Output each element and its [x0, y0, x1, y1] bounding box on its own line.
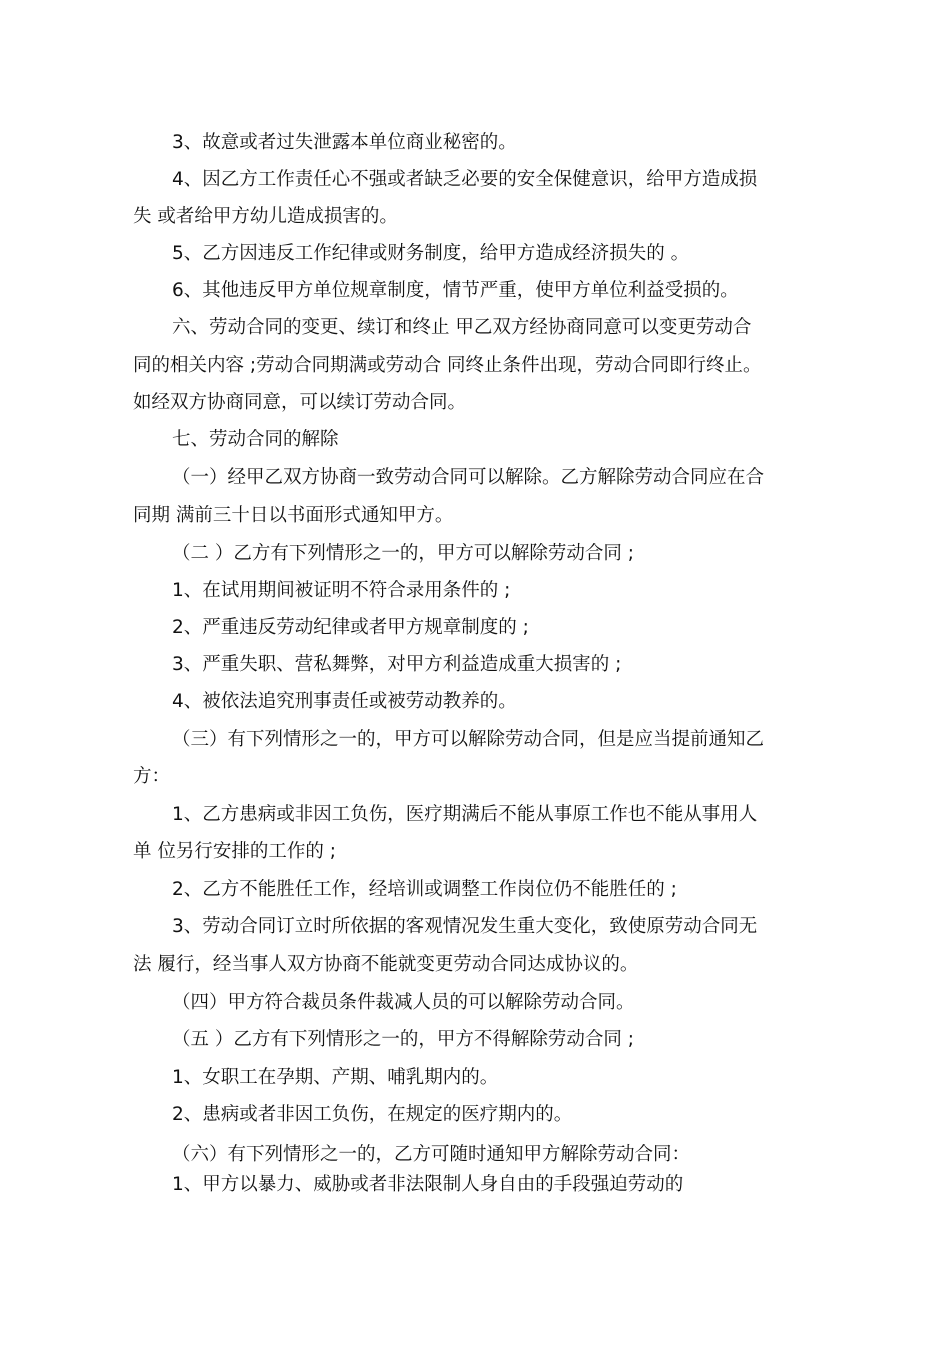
text-line: 方：	[133, 766, 171, 787]
list-item: 3、严重失职、营私舞弊，对甲方利益造成重大损害的 ;	[172, 654, 622, 675]
text-line: 6、其他违反甲方单位规章制度，情节严重，使甲方单位利益受损的。	[172, 280, 739, 301]
text-line: （六）有下列情形之一的，乙方可随时通知甲方解除劳动合同：	[172, 1144, 691, 1165]
list-item: 4、被依法追究刑事责任或被劳动教养的。	[172, 691, 517, 712]
text-line: 六、劳动合同的变更、续订和终止 甲乙双方经协商同意可以变更劳动合	[172, 317, 752, 338]
text-line: （四）甲方符合裁员条件裁减人员的可以解除劳动合同。	[172, 992, 635, 1013]
text-line: 4、因乙方工作责任心不强或者缺乏必要的安全保健意识，给甲方造成损	[172, 169, 758, 190]
list-item: 2、严重违反劳动纪律或者甲方规章制度的 ;	[172, 617, 529, 638]
text-line: 同的相关内容 ;劳动合同期满或劳动合 同终止条件出现，劳动合同即行终止。	[133, 355, 762, 376]
list-item: 2、乙方不能胜任工作，经培训或调整工作岗位仍不能胜任的 ;	[172, 879, 677, 900]
list-item: 3、劳动合同订立时所依据的客观情况发生重大变化，致使原劳动合同无	[172, 916, 758, 937]
list-item: 1、乙方患病或非因工负伤，医疗期满后不能从事原工作也不能从事用人	[172, 804, 758, 825]
text-line: 如经双方协商同意，可以续订劳动合同。	[133, 392, 467, 413]
text-line: 5、乙方因违反工作纪律或财务制度，给甲方造成经济损失的 。	[172, 243, 690, 264]
list-item: 2、患病或者非因工负伤，在规定的医疗期内的。	[172, 1104, 573, 1125]
text-line: 同期 满前三十日以书面形式通知甲方。	[133, 505, 454, 526]
text-line: （五 ）乙方有下列情形之一的，甲方不得解除劳动合同 ;	[172, 1029, 634, 1050]
list-item: 1、女职工在孕期、产期、哺乳期内的。	[172, 1067, 499, 1088]
text-line: 法 履行，经当事人双方协商不能就变更劳动合同达成协议的。	[133, 954, 639, 975]
text-line: 3、故意或者过失泄露本单位商业秘密的。	[172, 132, 517, 153]
text-line: （三）有下列情形之一的，甲方可以解除劳动合同，但是应当提前通知乙	[172, 729, 765, 750]
list-item: 1、甲方以暴力、威胁或者非法限制人身自由的手段强迫劳动的	[172, 1174, 684, 1195]
text-line: （一）经甲乙双方协商一致劳动合同可以解除。乙方解除劳动合同应在合	[172, 467, 765, 488]
section-heading: 七、劳动合同的解除	[172, 429, 339, 450]
text-line: （二 ）乙方有下列情形之一的，甲方可以解除劳动合同 ;	[172, 543, 634, 564]
text-line: 单 位另行安排的工作的 ;	[133, 841, 336, 862]
list-item: 1、在试用期间被证明不符合录用条件的 ;	[172, 580, 511, 601]
text-line: 失 或者给甲方幼儿造成损害的。	[133, 206, 398, 227]
